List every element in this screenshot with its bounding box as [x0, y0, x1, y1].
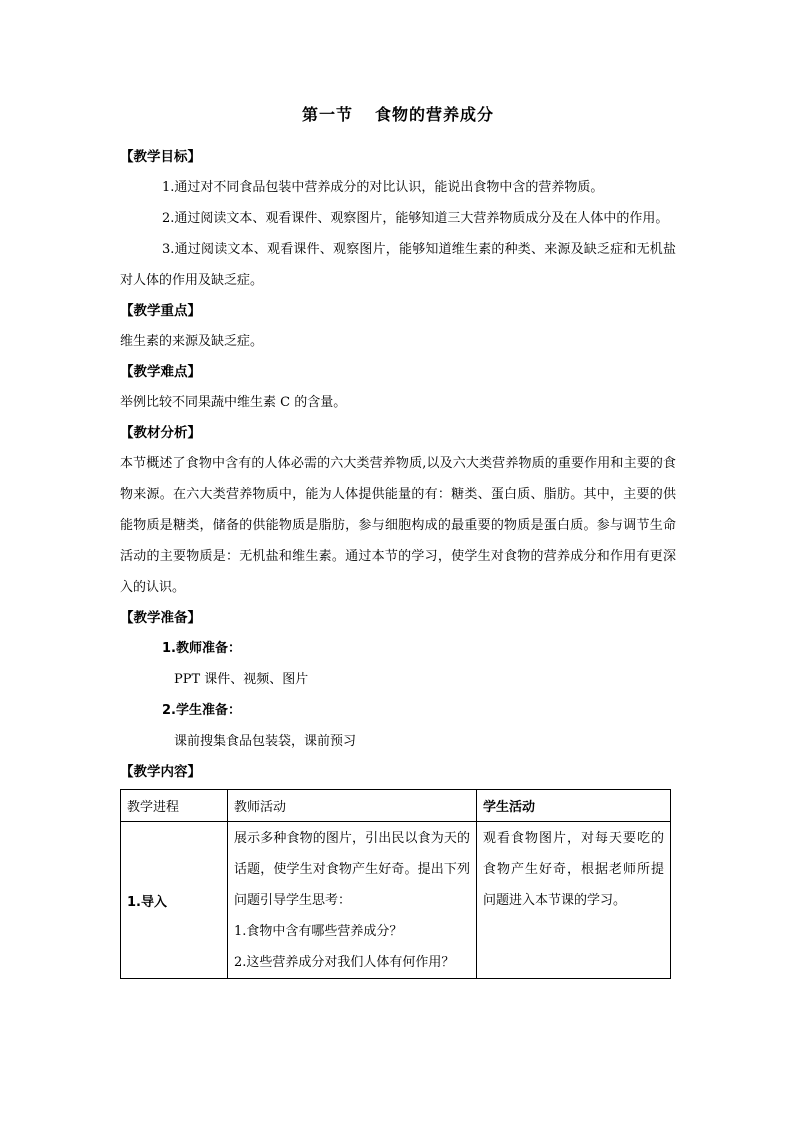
section-name: 食物的营养成分 — [375, 105, 495, 124]
student-activity-cell: 观看食物图片，对每天要吃的食物产生好奇，根据老师所提问题进入本节课的学习。 — [477, 822, 671, 979]
teacher-prep-label: 1.教师准备： — [162, 641, 241, 656]
table-row — [121, 822, 671, 979]
difficulties-text: 举例比较不同果蔬中维生素 C 的含量。 — [120, 395, 347, 410]
section-number: 第一节 — [301, 105, 353, 124]
key-points-heading: 【教学重点】 — [120, 303, 201, 319]
lesson-document — [120, 100, 676, 979]
teacher-activity-line: 1.食物中含有哪些营养成分？ — [234, 924, 403, 939]
column-header-stage: 教学进程 — [121, 790, 228, 822]
key-points-text: 维生素的来源及缺乏症。 — [120, 334, 264, 349]
teacher-activity-line: 2.这些营养成分对我们人体有何作用？ — [234, 955, 455, 970]
column-header-teacher: 教师活动 — [228, 790, 477, 822]
objective-item-3: 3.通过阅读文本、观看课件、观察图片，能够知道维生素的种类、来源及缺乏症和无机盐对人体的作用及缺乏症。 — [120, 242, 676, 288]
lesson-table — [120, 789, 671, 979]
teacher-activity-line: 展示多种食物的图片，引出民以食为天的话题，使学生对食物产生好奇。提出下列问题引导学生思考： — [234, 831, 470, 908]
content-heading: 【教学内容】 — [120, 764, 201, 780]
table-header-row — [121, 790, 671, 822]
teacher-prep-text: PPT 课件、视频、图片 — [174, 672, 309, 687]
student-prep-label: 2.学生准备： — [162, 703, 241, 718]
page-title — [120, 100, 676, 130]
teacher-activity-cell — [228, 822, 477, 979]
analysis-text: 本节概述了食物中含有的人体必需的六大类营养物质,以及六大类营养物质的重要作用和主要的食物来源。在六大类营养物质中，能为人体提供能量的有：糖类、蛋白质、脂肪。其中，主要的供能物质是糖类，储备的供能物质是脂肪，参与细胞构成的最重要的物质是蛋白质。参与调节生命活动的主要物质是：无机盐和维生素。通过本节的学习，使学生对食物的营养成分和作用有更深入的认识。 — [120, 456, 676, 595]
student-prep-text: 课前搜集食品包装袋，课前预习 — [174, 734, 357, 749]
analysis-heading: 【教材分析】 — [120, 425, 201, 441]
preparation-heading: 【教学准备】 — [120, 610, 201, 626]
objective-item-2: 2.通过阅读文本、观看课件、观察图片，能够知道三大营养物质成分及在人体中的作用。 — [162, 211, 669, 226]
stage-cell: 1.导入 — [121, 822, 228, 979]
objectives-heading: 【教学目标】 — [120, 149, 201, 165]
objective-item-1: 1.通过对不同食品包装中营养成分的对比认识，能说出食物中含的营养物质。 — [162, 180, 604, 195]
column-header-student: 学生活动 — [477, 790, 671, 822]
difficulties-heading: 【教学难点】 — [120, 364, 201, 380]
